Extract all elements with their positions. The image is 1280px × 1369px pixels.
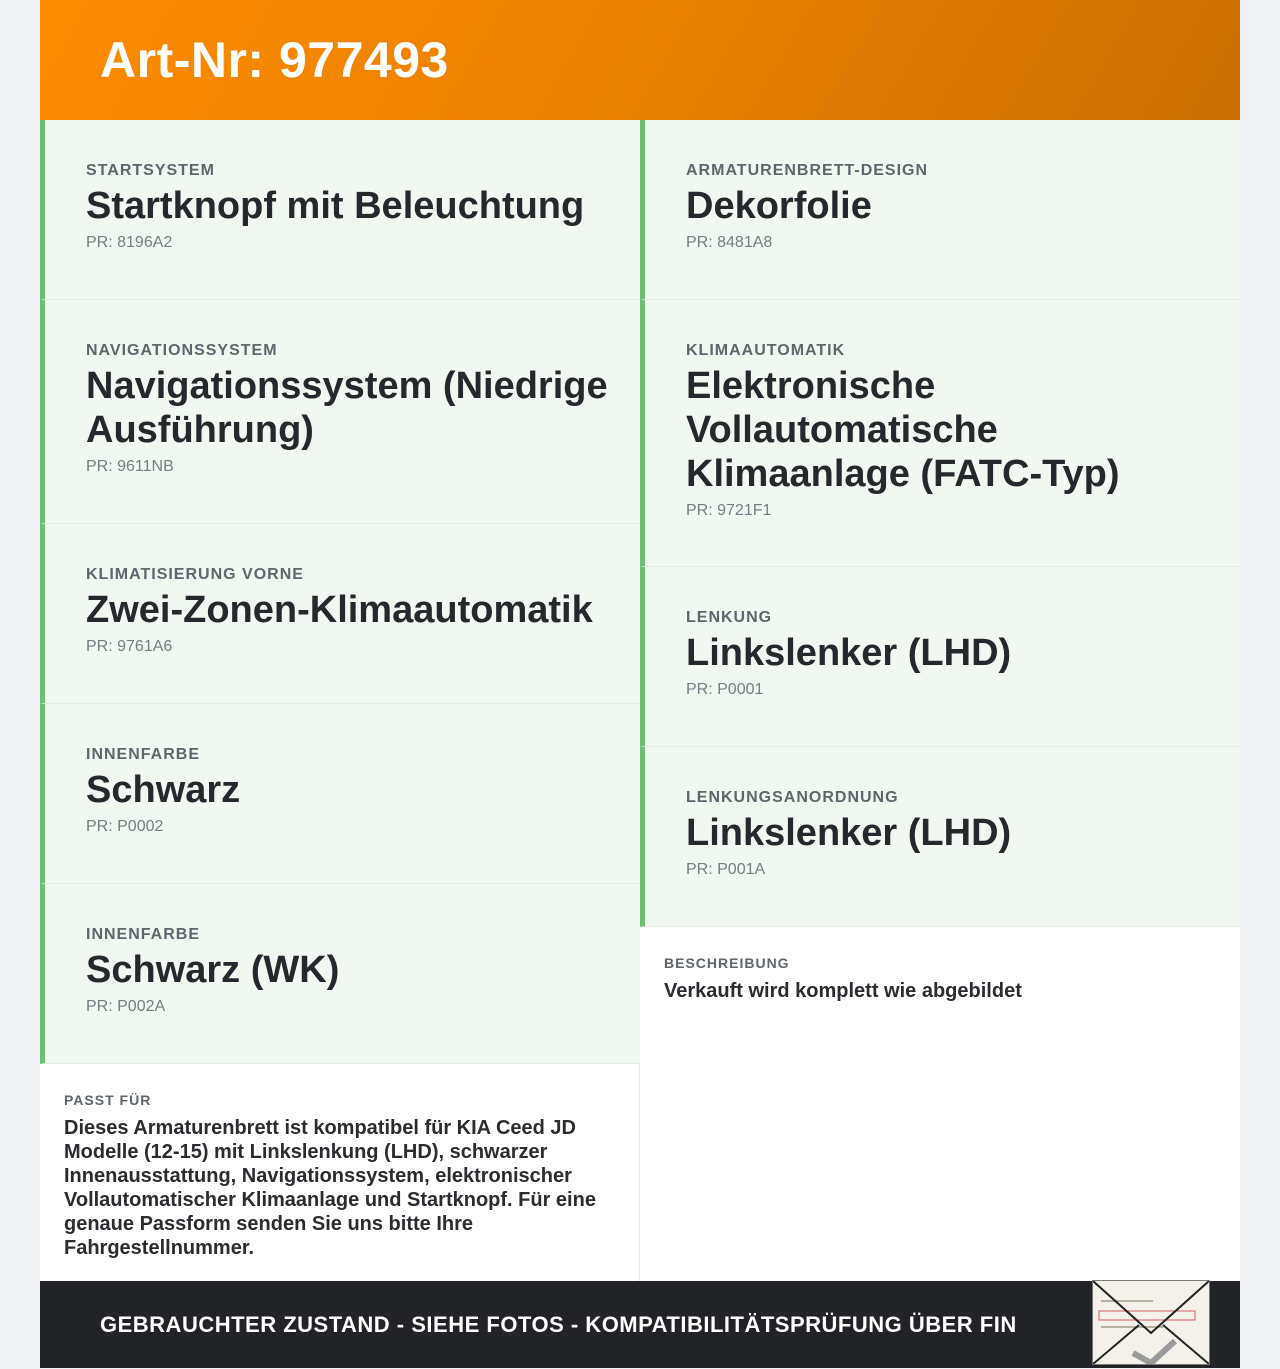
spec-pr-code: PR: 9611NB — [86, 458, 174, 475]
spec-card — [640, 300, 1240, 567]
spec-card — [640, 120, 1240, 300]
spec-value: Zwei-Zonen-Klimaautomatik — [86, 589, 593, 631]
spec-pr-code: PR: P0002 — [86, 818, 164, 835]
document-stamp-image — [1092, 1280, 1210, 1365]
spec-card — [40, 524, 640, 704]
spec-label: INNENFARBE — [86, 746, 201, 763]
spec-label: NAVIGATIONSSYSTEM — [86, 342, 278, 359]
product-sheet — [40, 0, 1240, 1368]
description-text: Verkauft wird komplett wie abgebildet — [664, 980, 1022, 1002]
spec-value: Startknopf mit Beleuchtung — [86, 185, 585, 227]
spec-card — [40, 704, 640, 884]
spec-pr-code: PR: 8196A2 — [86, 234, 173, 251]
left-column — [40, 120, 640, 1281]
spec-value: Schwarz (WK) — [86, 949, 340, 991]
spec-pr-code: PR: 9721F1 — [686, 502, 772, 519]
header-bar — [40, 0, 1240, 120]
spec-pr-code: PR: 8481A8 — [686, 234, 773, 251]
compatibility-text: Dieses Armaturenbrett ist kompatibel für KIA Ceed JD Modelle (12-15) mit Linkslenkung (LHD), schwarzer Innenausstattung, Navigationssystem, elektronischer Vollautomatischer Klimaanlage und Startknopf. Für eine genaue Passform senden Sie uns bitte Ihre Fahrgestellnummer. — [64, 1117, 596, 1259]
spec-value: Navigationssystem (Niedrige Ausführung) — [86, 365, 608, 451]
compatibility-label: PASST FÜR — [64, 1092, 152, 1108]
spec-card — [40, 120, 640, 300]
spec-value: Linkslenker (LHD) — [686, 632, 1012, 674]
compatibility-section — [40, 1064, 640, 1281]
spec-card — [640, 747, 1240, 927]
spec-card — [640, 567, 1240, 747]
spec-value: Schwarz — [86, 769, 241, 811]
spec-pr-code: PR: P001A — [686, 861, 766, 878]
spec-label: STARTSYSTEM — [86, 162, 215, 179]
spec-value: Elektronische Vollautomatische Klimaanlage (FATC-Typ) — [686, 365, 1120, 495]
spec-label: ARMATURENBRETT-DESIGN — [686, 162, 929, 179]
footer-bar — [40, 1281, 1240, 1368]
right-column — [640, 120, 1240, 1003]
spec-label: INNENFARBE — [86, 926, 201, 943]
spec-value: Dekorfolie — [686, 185, 872, 227]
spec-card — [40, 884, 640, 1064]
envelope-icon — [1093, 1281, 1209, 1364]
spec-pr-code: PR: P0001 — [686, 681, 764, 698]
article-number-title: Art-Nr: 977493 — [100, 32, 449, 88]
spec-label: LENKUNGSANORDNUNG — [686, 789, 899, 806]
spec-label: LENKUNG — [686, 609, 773, 626]
spec-value: Linkslenker (LHD) — [686, 812, 1012, 854]
spec-card — [40, 300, 640, 524]
spec-label: KLIMAAUTOMATIK — [686, 342, 846, 359]
spec-pr-code: PR: 9761A6 — [86, 638, 173, 655]
spec-pr-code: PR: P002A — [86, 998, 166, 1015]
description-section — [640, 927, 1240, 1003]
description-label: BESCHREIBUNG — [664, 955, 790, 971]
footer-text: GEBRAUCHTER ZUSTAND - SIEHE FOTOS - KOMPATIBILITÄTSPRÜFUNG ÜBER FIN — [100, 1311, 1017, 1337]
spec-label: KLIMATISIERUNG VORNE — [86, 566, 304, 583]
